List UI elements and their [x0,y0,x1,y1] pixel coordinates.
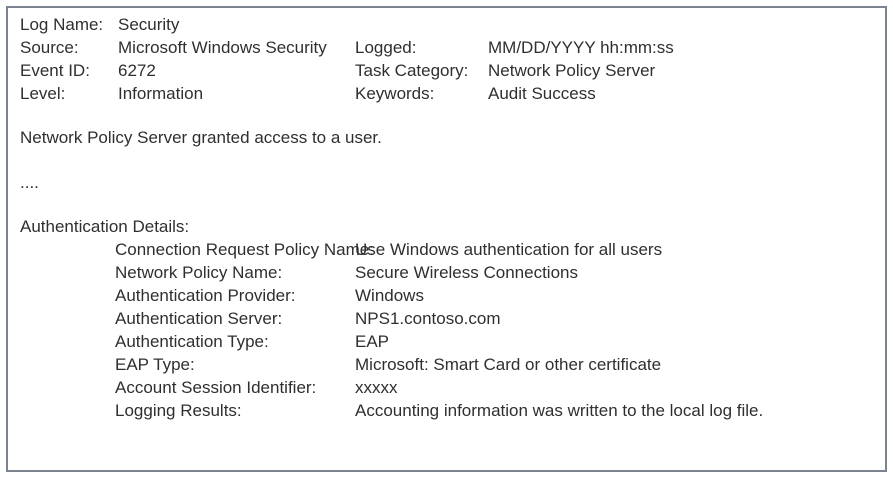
detail-row-eap-type [115,353,873,376]
authentication-details [20,238,873,422]
level-label: Level: [20,84,66,103]
authentication-server-label: Authentication Server: [115,309,283,328]
source-label: Source: [20,38,79,57]
ellipsis-text: .... [20,173,39,192]
detail-row-authentication-type [115,330,873,353]
section-title: Authentication Details: [20,217,190,236]
detail-row-connection-request-policy-name [115,238,873,261]
keywords-value: Audit Success [488,84,596,103]
level-value: Information [118,84,204,103]
account-session-identifier-value: xxxxx [355,378,398,397]
logging-results-label: Logging Results: [115,401,242,420]
detail-row-logging-results [115,399,873,422]
detail-row-account-session-identifier [115,376,873,399]
network-policy-name-value: Secure Wireless Connections [355,263,578,282]
event-id-value: 6272 [118,61,156,80]
connection-request-policy-name-label: Connection Request Policy Name: [115,240,374,259]
network-policy-name-label: Network Policy Name: [115,263,283,282]
detail-row-authentication-server [115,307,873,330]
logged-label: Logged: [355,38,417,57]
header-spacer [355,13,488,36]
event-log-text [8,8,885,427]
event-description: Network Policy Server granted access to a user. [20,128,382,147]
logging-results-value: Accounting information was written to the local log file. [355,401,764,420]
header-spacer [488,13,873,36]
logged-value: MM/DD/YYYY hh:mm:ss [488,38,674,57]
authentication-provider-value: Windows [355,286,424,305]
detail-row-network-policy-name [115,261,873,284]
authentication-server-value: NPS1.contoso.com [355,309,501,328]
task-category-label: Task Category: [355,61,469,80]
event-log-panel [6,6,887,472]
log-name-label: Log Name: [20,15,104,34]
task-category-value: Network Policy Server [488,61,656,80]
header-row-eventid-taskcategory [20,59,873,82]
event-header [20,13,873,105]
event-id-label: Event ID: [20,61,90,80]
connection-request-policy-name-value: Use Windows authentication for all users [355,240,663,259]
authentication-type-value: EAP [355,332,390,351]
eap-type-label: EAP Type: [115,355,195,374]
log-name-value: Security [118,15,180,34]
eap-type-value: Microsoft: Smart Card or other certificate [355,355,662,374]
header-row-log-name [20,13,873,36]
authentication-provider-label: Authentication Provider: [115,286,296,305]
header-row-source-logged [20,36,873,59]
source-value: Microsoft Windows Security [118,38,327,57]
keywords-label: Keywords: [355,84,435,103]
header-row-level-keywords [20,82,873,105]
authentication-type-label: Authentication Type: [115,332,269,351]
account-session-identifier-label: Account Session Identifier: [115,378,317,397]
detail-row-authentication-provider [115,284,873,307]
